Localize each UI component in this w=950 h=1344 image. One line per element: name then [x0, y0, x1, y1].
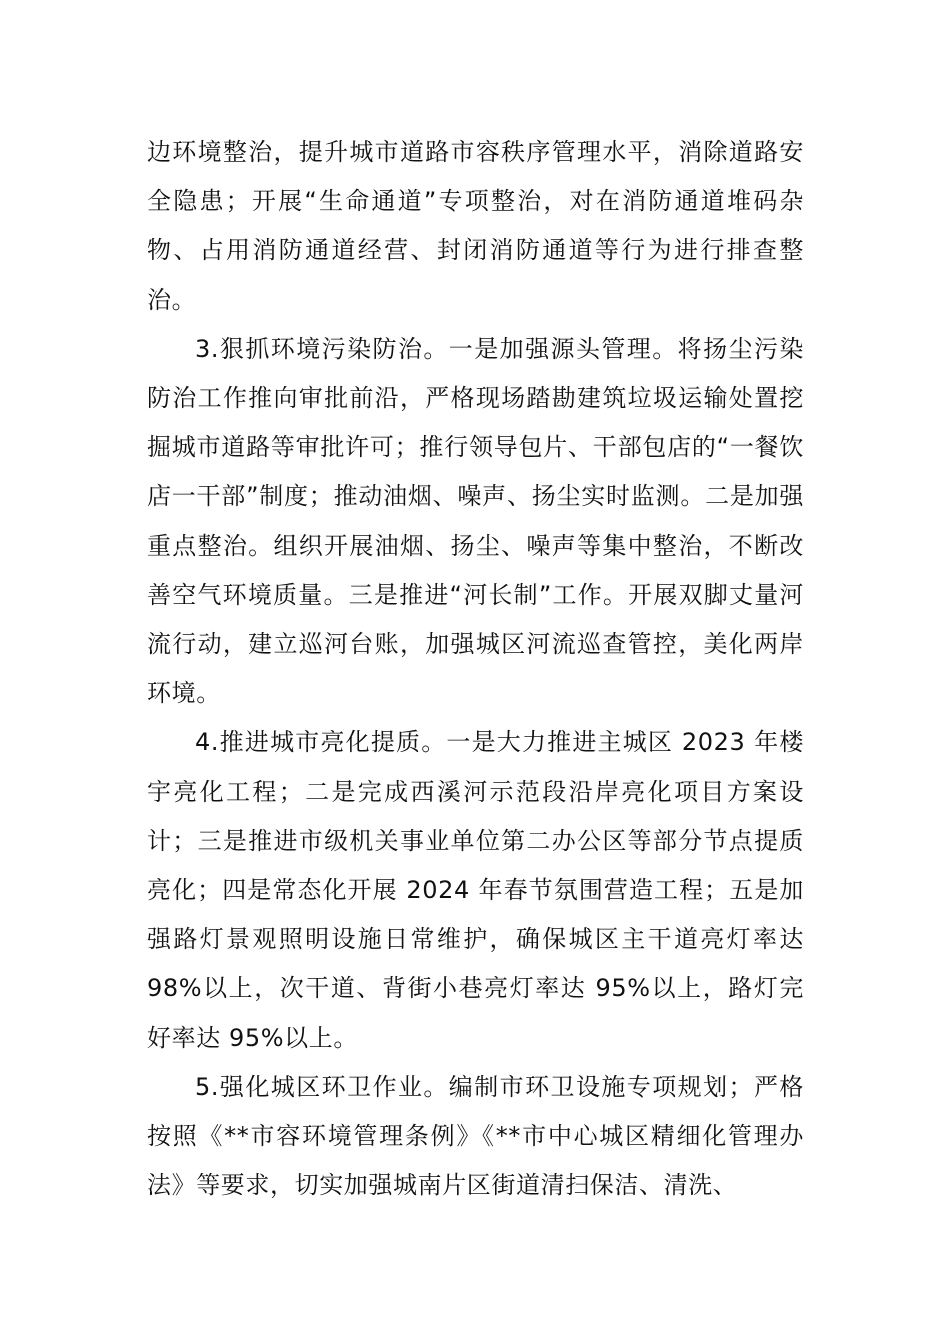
paragraph-pollution-control — [147, 325, 804, 719]
text-line: 安全隐患；开展“生命通道”专项整治，对在消防通道堆 — [147, 138, 804, 216]
text-line: 质亮化；四是常态化开展 2024 年春节氛围营造工程；五是 — [147, 826, 804, 905]
text-line: 办法》等要求，切实加强城南片区街道清扫保洁、清洗、 — [147, 1122, 804, 1200]
text-line: 挖掘城市道路等审批许可；推行领导包片、干部包店的 — [147, 384, 804, 462]
text-line: 达 98%以上，次干道、背街小巷亮灯率达 95%以上，路灯完 — [147, 925, 804, 1003]
text-line: 宇亮化工程；二是完成西溪河示范段沿岸亮化项目方案设 — [147, 777, 804, 806]
text-line: 好率达 95%以上。 — [147, 1023, 358, 1052]
text-line: 测。二是加强重点整治。组织开展油烟、扬尘、噪声等集 — [147, 482, 804, 560]
text-line: 查整治。 — [147, 236, 804, 314]
text-line: 码杂物、占用消防通道经营、封闭消防通道等行为进行排 — [147, 187, 805, 265]
text-line: 5.强化城区环卫作业。编制市环卫设施专项规划；严格 — [195, 1072, 804, 1101]
text-line: 边环境整治，提升城市道路市容秩序管理水平，消除道路 — [147, 138, 780, 166]
text-line: 中整治，不断改善空气环境质量。三是推进“河长制”工 — [147, 531, 804, 609]
text-line: 3.狠抓环境污染防治。一是加强源头管理。将扬尘污染 — [195, 334, 804, 363]
document-body — [147, 128, 804, 1210]
text-line: 计；三是推进市级机关事业单位第二办公区等部分节点提 — [147, 826, 780, 855]
text-line: 防治工作推向审批前沿，严格现场踏勘建筑垃圾运输处置 — [147, 384, 780, 413]
text-line: “一餐饮店一干部”制度；推动油烟、噪声、扬尘实时监 — [147, 433, 804, 511]
paragraph-sanitation-work — [147, 1063, 804, 1211]
text-line: 4.推进城市亮化提质。一是大力推进主城区 2023 年楼 — [195, 728, 804, 757]
paragraph-road-safety-continuation — [147, 128, 804, 325]
text-line: 加强路灯景观照明设施日常维护，确保城区主干道亮灯率 — [147, 876, 804, 954]
text-line: 按照《**市容环境管理条例》《**市中心城区精细化管理 — [147, 1122, 780, 1151]
text-line: 流巡查管控，美化两岸环境。 — [147, 630, 804, 708]
paragraph-city-lighting — [147, 718, 804, 1062]
text-line: 作。开展双脚丈量河流行动，建立巡河台账，加强城区河 — [147, 580, 805, 659]
